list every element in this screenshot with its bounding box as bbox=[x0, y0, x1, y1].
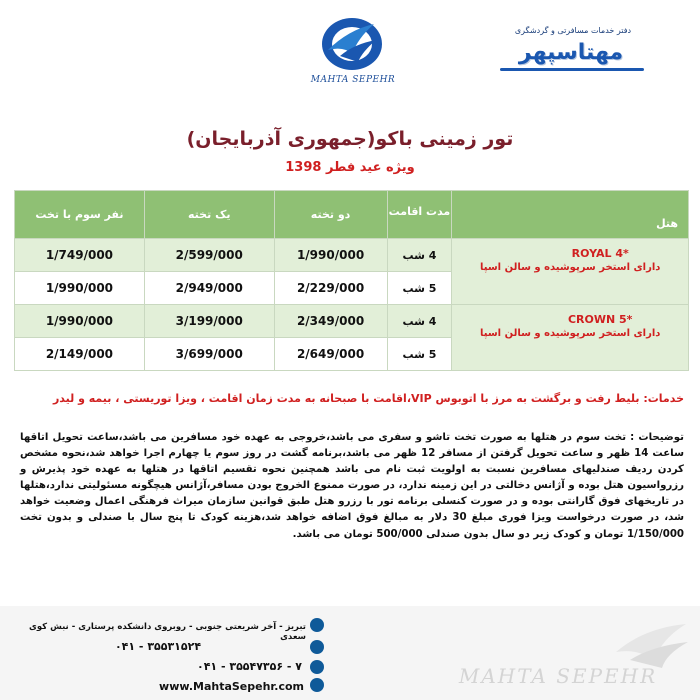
double-price-cell: 2/649/000 bbox=[274, 338, 387, 371]
page-header bbox=[0, 0, 700, 110]
hotel-name: ROYAL 4* bbox=[571, 247, 629, 260]
header-hotel: هتل bbox=[452, 191, 689, 239]
footer-brand: MAHTA SEPEHR bbox=[458, 664, 658, 688]
brand-tagline: دفتر خدمات مسافرتی و گردشگری bbox=[514, 26, 632, 35]
table-row bbox=[15, 305, 689, 338]
footer-phone-secondary: ۰۴۱ - ۳۵۵۴۷۳۵۶ - ۷ bbox=[196, 660, 302, 673]
double-price-cell: 2/349/000 bbox=[274, 305, 387, 338]
footer-website-link[interactable]: www.MahtaSepehr.com bbox=[159, 680, 304, 693]
page-title: تور زمینی باکو(جمهوری آذربایجان) bbox=[186, 128, 514, 150]
single-price-cell: 3/699/000 bbox=[144, 338, 274, 371]
phone-icon bbox=[310, 640, 324, 654]
footer-address: تبریز - آخر شریعتی جنوبی - روبروی دانشکده پرستاری - نبش کوی سعدی bbox=[29, 622, 306, 642]
third-price-cell: 2/149/000 bbox=[15, 338, 145, 371]
phone-icon bbox=[310, 660, 324, 674]
third-price-cell: 1/749/000 bbox=[15, 239, 145, 272]
location-icon bbox=[310, 618, 324, 632]
double-price-cell: 1/990/000 bbox=[274, 239, 387, 272]
double-price-cell: 2/229/000 bbox=[274, 272, 387, 305]
header-single: یک تخته bbox=[144, 191, 274, 239]
logo-text: MAHTA SEPEHR bbox=[310, 75, 396, 85]
footer-icons bbox=[308, 616, 328, 692]
brand-underline bbox=[500, 68, 644, 71]
nights-cell: 4 شب bbox=[387, 305, 452, 338]
header-double: دو تخته bbox=[274, 191, 387, 239]
logo-icon bbox=[318, 10, 386, 74]
single-price-cell: 3/199/000 bbox=[144, 305, 274, 338]
footer-logo-icon bbox=[610, 618, 690, 670]
services-text: خدمات: بلیط رفت و برگشت به مرز با اتوبوس VIP،اقامت با صبحانه به مدت زمان اقامت ، ویزا توریستی ، بیمه و لیدر bbox=[52, 392, 684, 405]
header-third: نفر سوم با تخت bbox=[15, 191, 145, 239]
single-price-cell: 2/949/000 bbox=[144, 272, 274, 305]
notes-text: توضیحات : تخت سوم در هتلها به صورت تخت تاشو و سفری می باشد،خروجی به عهده خود مسافرین می باشد،ساعت تحویل اتاقها ساعت 14 ظهر و ساعت تحویل گرفتن از مسافر 12 ظهر می باشد،برنامه گشت در روز سوم یا چهارم اجرا خواهد شد،نحوه مشخص کردن ردیف صندلیهای مسافرین نسبت به اولویت ثبت نام می باشد همچنین نحوه تقسیم اتاقها در هتلها به عهده خود پذیرش و رزرواسیون هتل بوده و آژانس دخالتی در این زمینه ندارد، در صورت ممنوع الخروج بودن مسافر،آژانس هیچگونه مسئولیتی ندارد،هتلها در تاریخهای فوق گارانتی بوده و در صورت کنسلی برنامه تور با رزرو هتل طبق قوانین سازمان میراث فرهنگی اعمال وضعیت خواهد شد، در صورت درخواست ویزا فوری مبلغ 30 دلار به مبالغ فوق اضافه خواهد شد،هزینه کودک تا پنج سال با صندلی و بدون تخت 1/150/000 تومان و کودک زیر دو سال بدون صندلی 500/000 تومان می باشد. bbox=[20, 432, 684, 540]
nights-cell: 5 شب bbox=[387, 338, 452, 371]
brand-name: مهتاسپهر bbox=[518, 40, 624, 65]
nights-cell: 5 شب bbox=[387, 272, 452, 305]
header-nights: مدت اقامت bbox=[387, 191, 452, 239]
hotel-cell-crown bbox=[452, 305, 689, 371]
hotel-cell-royal bbox=[452, 239, 689, 305]
hotel-desc: دارای استخر سرپوشیده و سالن اسپا bbox=[479, 328, 661, 339]
hotel-name: CROWN 5* bbox=[567, 313, 633, 326]
hotel-desc: دارای استخر سرپوشیده و سالن اسپا bbox=[479, 262, 661, 273]
third-price-cell: 1/990/000 bbox=[15, 305, 145, 338]
nights-cell: 4 شب bbox=[387, 239, 452, 272]
footer-phone-primary: ۰۴۱ - ۳۵۵۳۱۵۲۴ bbox=[114, 640, 202, 653]
single-price-cell: 2/599/000 bbox=[144, 239, 274, 272]
page-subtitle: ویژه عید فطر 1398 bbox=[285, 160, 415, 175]
table-header-row bbox=[15, 191, 689, 239]
table-row bbox=[15, 239, 689, 272]
web-icon bbox=[310, 678, 324, 692]
price-table bbox=[14, 190, 689, 371]
third-price-cell: 1/990/000 bbox=[15, 272, 145, 305]
